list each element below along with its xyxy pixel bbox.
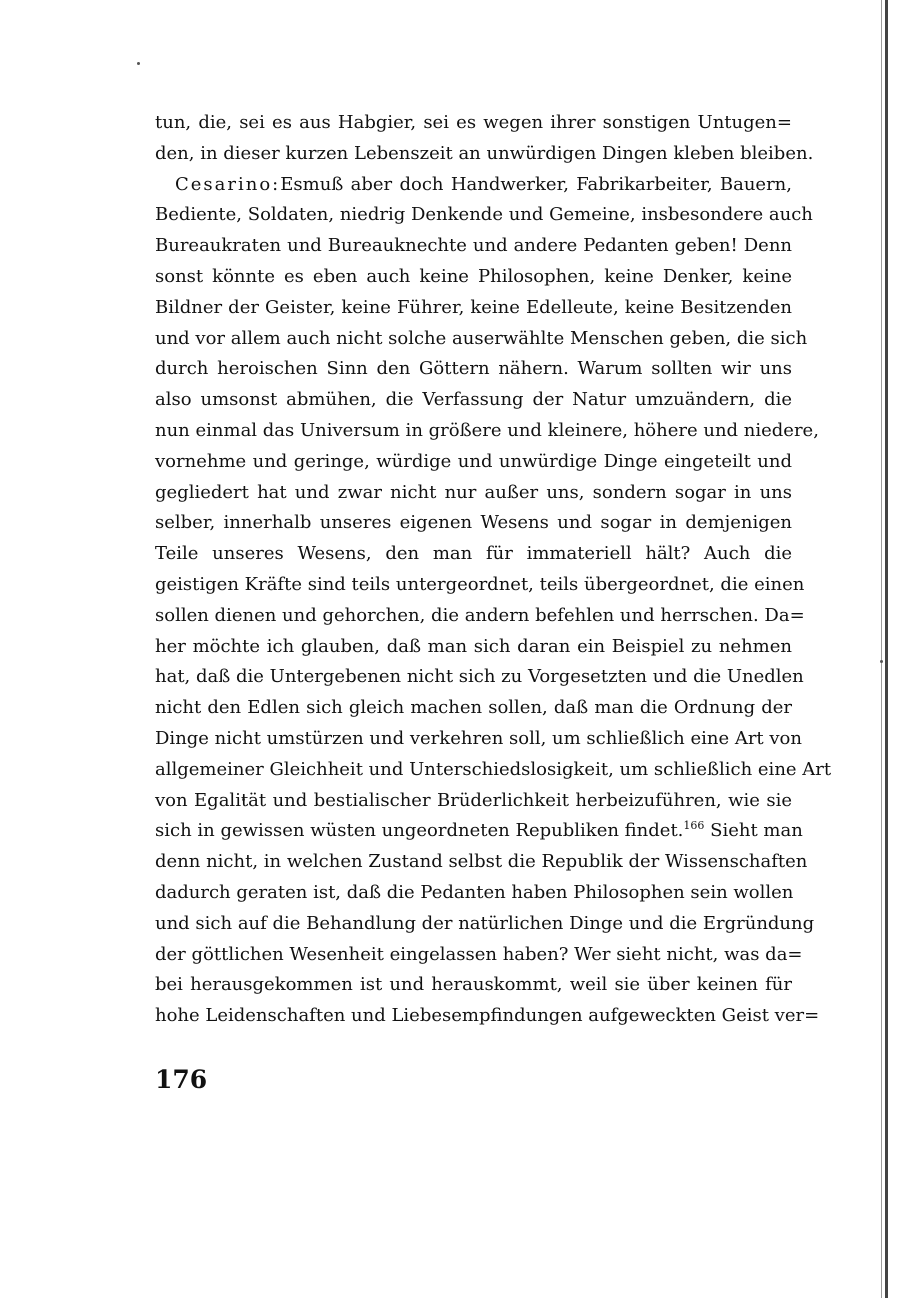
text-line: [155, 816, 803, 847]
text-line: hat, daß die Untergebenen nicht sich zu Vorgesetzten und die Unedlen: [155, 666, 804, 688]
text-line: Bildner der Geister, keine Führer, keine Edelleute, keine Besitzenden: [155, 296, 792, 318]
text-line: hohe Leidenschaften und Liebesempfindungen aufgeweckten Geist ver=: [155, 1005, 820, 1027]
text-line: nun einmal das Universum in größere und kleinere, höhere und niedere,: [155, 419, 819, 441]
text-line: der göttlichen Wesenheit eingelassen haben? Wer sieht nicht, was da=: [155, 943, 803, 965]
scan-border: [885, 0, 888, 1298]
text-line: Teile unseres Wesens, den man für immateriell hält? Auch die: [155, 543, 792, 565]
text-line: allgemeiner Gleichheit und Unterschiedslosigkeit, um schließlich eine Art: [155, 758, 832, 780]
scan-border-shadow: [881, 0, 882, 1298]
text-line: den, in dieser kurzen Lebenszeit an unwürdigen Dingen kleben bleiben.: [155, 142, 814, 164]
text-line: dadurch geraten ist, daß die Pedanten haben Philosophen sein wollen: [155, 881, 794, 903]
text-line: [155, 170, 792, 201]
text-line: her möchte ich glauben, daß man sich daran ein Beispiel zu nehmen: [155, 635, 792, 657]
text-line: sollen dienen und gehorchen, die andern befehlen und herrschen. Da=: [155, 604, 805, 626]
text-line: tun, die, sei es aus Habgier, sei es wegen ihrer sonstigen Untugen=: [155, 112, 792, 133]
text-line: selber, innerhalb unseres eigenen Wesens und sogar in demjenigen: [155, 512, 792, 534]
text-line: und vor allem auch nicht solche auserwählte Menschen geben, die sich: [155, 327, 808, 349]
text-line: geistigen Kräfte sind teils untergeordnet, teils übergeordnet, die einen: [155, 573, 805, 595]
text-line: Dinge nicht umstürzen und verkehren soll, um schließlich eine Art von: [155, 727, 802, 749]
text-line: und sich auf die Behandlung der natürlichen Dinge und die Ergründung: [155, 912, 815, 934]
text-fragment: Esmuß aber doch Handwerker, Fabrikarbeiter, Bauern,: [280, 173, 792, 195]
text-line: bei herausgekommen ist und herauskommt, weil sie über keinen für: [155, 974, 792, 996]
text-line: gegliedert hat und zwar nicht nur außer uns, sondern sogar in uns: [155, 481, 792, 503]
scan-speck: [880, 660, 883, 663]
text-fragment: Sieht man: [704, 820, 803, 842]
text-line: nicht den Edlen sich gleich machen sollen, daß man die Ordnung der: [155, 697, 792, 719]
text-line: sonst könnte es eben auch keine Philosophen, keine Denker, keine: [155, 265, 792, 287]
body-text: [155, 108, 832, 1032]
text-fragment: sich in gewissen wüsten ungeordneten Republiken findet.: [155, 820, 684, 842]
text-line: Bureaukraten und Bureauknechte und andere Pedanten geben! Denn: [155, 235, 792, 257]
speaker-name: Cesarino:: [175, 173, 281, 195]
text-line: Bediente, Soldaten, niedrig Denkende und Gemeine, insbesondere auch: [155, 204, 813, 226]
footnote-reference[interactable]: 166: [683, 819, 705, 833]
text-line: also umsonst abmühen, die Verfassung der Natur umzuändern, die: [155, 389, 792, 411]
page-number: 176: [155, 1065, 208, 1094]
text-line: vornehme und geringe, würdige und unwürdige Dinge eingeteilt und: [155, 450, 792, 472]
scan-speck: [137, 62, 140, 65]
text-line: denn nicht, in welchen Zustand selbst die Republik der Wissenschaften: [155, 851, 808, 873]
text-line: von Egalität und bestialischer Brüderlichkeit herbeizuführen, wie sie: [155, 789, 792, 811]
text-line: durch heroischen Sinn den Göttern nähern. Warum sollten wir uns: [155, 358, 792, 380]
